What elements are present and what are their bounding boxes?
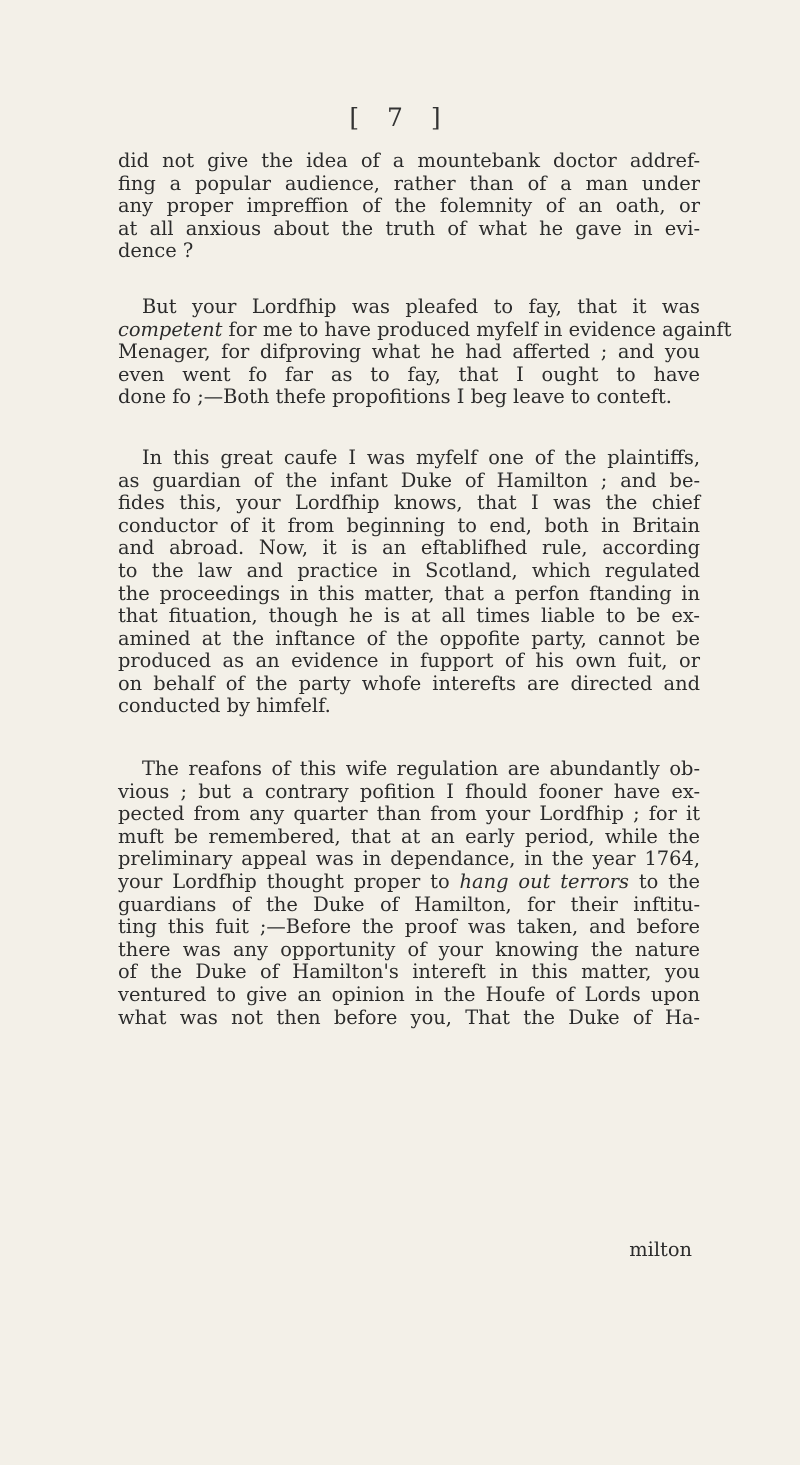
text-line: done fo ;—Both thefe propofitions I beg leave to conteft.: [118, 385, 672, 409]
text-line: Menager, for difproving what he had afferted ; and you: [118, 340, 700, 364]
text-line: produced as an evidence in fupport of his own fuit, or: [118, 649, 700, 673]
text-line: pected from any quarter than from your Lordfhip ; for it: [118, 802, 700, 826]
text-line: vious ; but a contrary pofition I fhould fooner have ex-: [118, 779, 700, 803]
text-line: on behalf of the party whofe interefts are directed and: [118, 671, 700, 695]
text-line: that fituation, though he is at all times liable to be ex-: [118, 604, 700, 628]
text-line: ventured to give an opinion in the Houfe of Lords upon: [118, 983, 700, 1006]
text-line: In this great caufe I was myfelf one of the plaintiffs,: [142, 445, 700, 469]
text-line: fing a popular audience, rather than of a man under: [118, 171, 700, 195]
text-line: amined at the inftance of the oppofite party, cannot be: [118, 626, 700, 650]
catchword: milton: [629, 1238, 692, 1261]
text-line: The reafons of this wife regulation are abundantly ob-: [142, 757, 700, 781]
text-line: conducted by himfelf.: [118, 694, 331, 718]
text-line: to the law and practice in Scotland, which regulated: [118, 558, 700, 582]
text-line: as guardian of the infant Duke of Hamilton ; and be-: [118, 468, 700, 492]
text-line: [118, 871, 700, 894]
text-line-start: your Lordfhip thought proper to: [118, 870, 450, 894]
text-line: and abroad. Now, it is an eftablifhed rule, according: [118, 536, 700, 560]
text-line: fides this, your Lordfhip knows, that I was the chief: [118, 491, 700, 515]
paragraph-4: [118, 758, 700, 1029]
body-text: [118, 149, 732, 1029]
text-line: [118, 317, 732, 342]
text-line: any proper impreffion of the folemnity of an oath, or: [118, 194, 700, 218]
text-line: at all anxious about the truth of what he gave in evi-: [118, 216, 700, 240]
paragraph-3: [118, 447, 700, 718]
text-line: there was any opportunity of your knowing the nature: [118, 937, 700, 961]
text-line: dence ?: [118, 239, 194, 263]
text-line: muft be remembered, that at an early period, while the: [118, 824, 700, 848]
text-line: of the Duke of Hamilton's intereft in this matter, you: [118, 960, 700, 984]
text-line: ting this fuit ;—Before the proof was taken, and before: [118, 915, 700, 939]
text-line: even went fo far as to fay, that I ought to have: [118, 362, 700, 386]
text-line: preliminary appeal was in dependance, in the year 1764,: [118, 847, 700, 871]
text-line: what was not then before you, That the Duke of Ha-: [118, 1005, 700, 1029]
text-line-end: to the: [638, 870, 701, 894]
text-line-rest: for me to have produced myfelf in evidence againft: [228, 317, 732, 341]
text-line: did not give the idea of a mountebank doctor addref-: [118, 149, 700, 172]
paragraph-1: [118, 150, 700, 263]
italic-term: competent: [118, 317, 223, 341]
italic-phrase: hang out terrors: [459, 870, 629, 894]
text-line: conductor of it from beginning to end, both in Britain: [118, 513, 700, 537]
text-line: the proceedings in this matter, that a perfon ftanding in: [118, 581, 700, 605]
text-line: guardians of the Duke of Hamilton, for their inftitu-: [118, 892, 700, 916]
paragraph-2: [118, 294, 732, 409]
page-number: [ 7 ]: [349, 103, 451, 132]
text-line: But your Lordfhip was pleafed to fay, that it was: [142, 294, 700, 318]
